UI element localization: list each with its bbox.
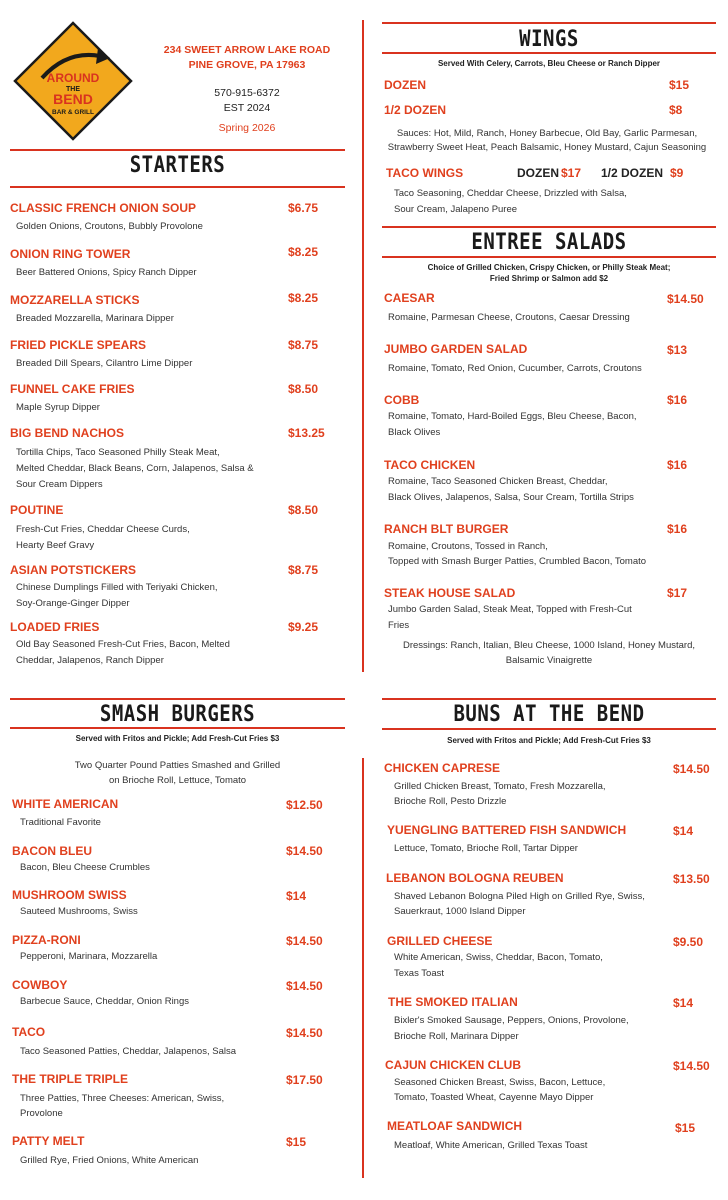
- burger-desc: Barbecue Sauce, Cheddar, Onion Rings: [20, 996, 189, 1007]
- burgers-title: SMASH BURGERS: [99, 701, 256, 727]
- burger-price: $14.50: [286, 1026, 323, 1040]
- bun-desc: Meatloaf, White American, Grilled Texas Toast: [394, 1140, 588, 1151]
- address-line-1: 234 SWEET ARROW LAKE ROAD: [163, 44, 331, 56]
- taco-wings-half-label: 1/2 DOZEN: [601, 166, 664, 180]
- starter-desc: Beer Battered Onions, Spicy Ranch Dipper: [16, 267, 197, 278]
- salad-desc: Black Olives: [388, 427, 441, 438]
- column-divider-bottom: [362, 758, 364, 1178]
- starter-desc: Tortilla Chips, Taco Seasoned Philly Steak Meat,: [16, 447, 220, 458]
- starter-desc: Breaded Dill Spears, Cilantro Lime Dipper: [16, 358, 193, 369]
- starter-desc: Fresh-Cut Fries, Cheddar Cheese Curds,: [16, 524, 190, 535]
- salads-subtitle-1: Choice of Grilled Chicken, Crispy Chicken, or Philly Steak Meat;: [427, 263, 671, 272]
- starter-name: ASIAN POTSTICKERS: [10, 563, 137, 577]
- wings-sauces-2: Strawberry Sweet Heat, Peach Balsamic, Honey Mustard, Cajun Seasoning: [387, 142, 707, 153]
- salads-subtitle-2: Fried Shrimp or Salmon add $2: [489, 274, 609, 283]
- starter-price: $6.75: [288, 201, 319, 215]
- bun-price: $14.50: [673, 762, 710, 776]
- burger-desc: Three Patties, Three Cheeses: American, Swiss,: [20, 1093, 225, 1104]
- buns-rule-bottom: [382, 728, 716, 730]
- bun-desc: Grilled Chicken Breast, Tomato, Fresh Mozzarella,: [394, 781, 606, 792]
- salad-name: JUMBO GARDEN SALAD: [384, 342, 528, 356]
- burger-name: WHITE AMERICAN: [12, 797, 119, 811]
- burger-desc: Pepperoni, Marinara, Mozzarella: [20, 951, 158, 962]
- burger-name: COWBOY: [12, 978, 68, 992]
- burgers-rule-bottom: [10, 727, 345, 729]
- starters-rule-bottom: [10, 186, 345, 188]
- wings-rule-top: [382, 22, 716, 24]
- bun-name: GRILLED CHEESE: [387, 934, 493, 948]
- bun-desc: Seasoned Chicken Breast, Swiss, Bacon, Lettuce,: [394, 1077, 606, 1088]
- salad-desc: Romaine, Tomato, Hard-Boiled Eggs, Bleu Cheese, Bacon,: [388, 411, 637, 422]
- address-line-2: PINE GROVE, PA 17963: [188, 59, 306, 71]
- starters-rule-top: [10, 149, 345, 151]
- bun-desc: Lettuce, Tomato, Brioche Roll, Tartar Dipper: [394, 843, 578, 854]
- burger-price: $14.50: [286, 934, 323, 948]
- wings-title: WINGS: [519, 26, 579, 52]
- bun-name: MEATLOAF SANDWICH: [387, 1119, 523, 1133]
- logo-line4: BAR & GRILL: [52, 109, 94, 116]
- burgers-intro-2: on Brioche Roll, Lettuce, Tomato: [108, 775, 247, 786]
- wings-half-name: 1/2 DOZEN: [384, 103, 447, 117]
- starter-name: ONION RING TOWER: [10, 247, 131, 261]
- salad-dressings-1: Dressings: Ranch, Italian, Bleu Cheese, 1000 Island, Honey Mustard,: [402, 640, 696, 651]
- logo-line1: AROUND: [46, 71, 100, 85]
- taco-wings-dozen-price: $17: [561, 166, 582, 180]
- bun-desc: Shaved Lebanon Bologna Piled High on Grilled Rye, Swiss,: [394, 891, 645, 902]
- salad-desc: Fries: [388, 620, 410, 631]
- burger-name: THE TRIPLE TRIPLE: [12, 1072, 129, 1086]
- bun-desc: Tomato, Toasted Wheat, Cayenne Mayo Dipper: [394, 1092, 594, 1103]
- bun-price: $9.50: [673, 935, 704, 949]
- starter-name: CLASSIC FRENCH ONION SOUP: [10, 201, 197, 215]
- established-year: EST 2024: [223, 102, 271, 114]
- salad-desc: Jumbo Garden Salad, Steak Meat, Topped with Fresh-Cut: [388, 604, 632, 615]
- salads-title: ENTREE SALADS: [471, 229, 627, 255]
- salads-rule-bottom: [382, 256, 716, 258]
- bun-desc: Sauerkraut, 1000 Island Dipper: [394, 906, 526, 917]
- bun-name: CHICKEN CAPRESE: [384, 761, 501, 775]
- salad-price: $16: [667, 458, 688, 472]
- burger-name: PATTY MELT: [12, 1134, 85, 1148]
- burger-desc: Grilled Rye, Fried Onions, White American: [20, 1155, 199, 1166]
- bun-price: $14: [673, 996, 694, 1010]
- bun-price: $14.50: [673, 1059, 710, 1073]
- wings-sauces-1: Sauces: Hot, Mild, Ranch, Honey Barbecue, Old Bay, Garlic Parmesan,: [396, 128, 698, 139]
- starter-desc: Hearty Beef Gravy: [16, 540, 95, 551]
- salad-desc: Black Olives, Jalapenos, Salsa, Sour Cream, Tortilla Strips: [388, 492, 634, 503]
- burger-price: $14.50: [286, 979, 323, 993]
- starter-name: MOZZARELLA STICKS: [10, 293, 140, 307]
- salad-name: RANCH BLT BURGER: [384, 522, 509, 536]
- burger-name: MUSHROOM SWISS: [12, 888, 127, 902]
- wings-dozen-price: $15: [669, 78, 690, 92]
- burger-price: $17.50: [286, 1073, 323, 1087]
- salad-price: $16: [667, 393, 688, 407]
- salad-dressings-2: Balsamic Vinaigrette: [505, 655, 593, 666]
- starter-price: $8.50: [288, 382, 319, 396]
- burger-desc: Traditional Favorite: [20, 817, 101, 828]
- burger-price: $15: [286, 1135, 307, 1149]
- bun-name: YUENGLING BATTERED FISH SANDWICH: [387, 823, 627, 837]
- burger-desc: Provolone: [20, 1108, 63, 1119]
- starter-price: $8.25: [288, 291, 319, 305]
- starter-price: $8.50: [288, 503, 319, 517]
- starter-name: POUTINE: [10, 503, 64, 517]
- starter-price: $8.75: [288, 338, 319, 352]
- starter-desc: Soy-Orange-Ginger Dipper: [16, 598, 130, 609]
- burger-price: $14: [286, 889, 307, 903]
- salad-name: TACO CHICKEN: [384, 458, 476, 472]
- burgers-intro-1: Two Quarter Pound Patties Smashed and Grilled: [74, 760, 281, 771]
- burger-name: TACO: [12, 1025, 46, 1039]
- buns-subtitle: Served with Fritos and Pickle; Add Fresh-Cut Fries $3: [447, 736, 651, 745]
- burger-desc: Taco Seasoned Patties, Cheddar, Jalapenos, Salsa: [20, 1046, 237, 1057]
- logo-line3: BEND: [53, 91, 93, 107]
- bun-name: CAJUN CHICKEN CLUB: [385, 1058, 522, 1072]
- bun-name: THE SMOKED ITALIAN: [388, 995, 518, 1009]
- bun-desc: Bixler's Smoked Sausage, Peppers, Onions, Provolone,: [394, 1015, 629, 1026]
- starter-desc: Maple Syrup Dipper: [16, 402, 100, 413]
- salad-desc: Romaine, Taco Seasoned Chicken Breast, Cheddar,: [388, 476, 608, 487]
- bun-price: $14: [673, 824, 694, 838]
- salad-desc: Romaine, Parmesan Cheese, Croutons, Caesar Dressing: [388, 312, 630, 323]
- phone-number: 570-915-6372: [214, 87, 280, 99]
- salad-price: $14.50: [667, 292, 704, 306]
- starter-desc: Old Bay Seasoned Fresh-Cut Fries, Bacon, Melted: [16, 639, 230, 650]
- menu-season: Spring 2026: [218, 122, 276, 134]
- starter-desc: Chinese Dumplings Filled with Teriyaki Chicken,: [16, 582, 218, 593]
- bun-desc: Brioche Roll, Marinara Dipper: [394, 1031, 519, 1042]
- wings-half-price: $8: [669, 103, 683, 117]
- burger-name: BACON BLEU: [12, 844, 92, 858]
- bun-desc: White American, Swiss, Cheddar, Bacon, Tomato,: [394, 952, 603, 963]
- column-divider-top: [362, 20, 364, 672]
- starter-desc: Breaded Mozzarella, Marinara Dipper: [16, 313, 174, 324]
- salad-name: CAESAR: [384, 291, 435, 305]
- starter-desc: Cheddar, Jalapenos, Ranch Dipper: [16, 655, 164, 666]
- buns-rule-top: [382, 698, 716, 700]
- starter-price: $8.25: [288, 245, 319, 259]
- starter-price: $8.75: [288, 563, 319, 577]
- burger-desc: Bacon, Bleu Cheese Crumbles: [20, 862, 150, 873]
- salad-name: COBB: [384, 393, 420, 407]
- salads-rule-top: [382, 226, 716, 228]
- bun-price: $15: [675, 1121, 696, 1135]
- starter-name: FRIED PICKLE SPEARS: [10, 338, 147, 352]
- burger-name: PIZZA-RONI: [12, 933, 81, 947]
- salad-desc: Romaine, Croutons, Tossed in Ranch,: [388, 541, 548, 552]
- salad-price: $16: [667, 522, 688, 536]
- salad-desc: Topped with Smash Burger Patties, Crumbled Bacon, Tomato: [388, 556, 647, 567]
- starter-desc: Sour Cream Dippers: [16, 479, 103, 490]
- burgers-rule-top: [10, 698, 345, 700]
- starter-name: BIG BEND NACHOS: [10, 426, 125, 440]
- taco-wings-name: TACO WINGS: [386, 166, 464, 180]
- bun-price: $13.50: [673, 872, 710, 886]
- restaurant-logo: [12, 20, 134, 142]
- burger-desc: Sauteed Mushrooms, Swiss: [20, 906, 138, 917]
- bun-desc: Brioche Roll, Pesto Drizzle: [394, 796, 507, 807]
- wings-subtitle: Served With Celery, Carrots, Bleu Cheese or Ranch Dipper: [437, 59, 661, 68]
- logo-line2: THE: [66, 86, 80, 93]
- bun-desc: Texas Toast: [394, 968, 444, 979]
- salad-name: STEAK HOUSE SALAD: [384, 586, 516, 600]
- starter-name: FUNNEL CAKE FRIES: [10, 382, 135, 396]
- starters-title: STARTERS: [129, 152, 226, 178]
- burger-price: $12.50: [286, 798, 323, 812]
- starter-price: $9.25: [288, 620, 319, 634]
- starter-name: LOADED FRIES: [10, 620, 100, 634]
- taco-wings-desc: Sour Cream, Jalapeno Puree: [394, 204, 518, 215]
- wings-dozen-name: DOZEN: [384, 78, 426, 92]
- taco-wings-dozen-label: DOZEN: [517, 166, 559, 180]
- salad-price: $17: [667, 586, 688, 600]
- wings-rule-bottom: [382, 52, 716, 54]
- buns-title: BUNS AT THE BEND: [453, 701, 645, 727]
- burgers-subtitle: Served with Fritos and Pickle; Add Fresh-Cut Fries $3: [75, 734, 280, 743]
- bun-name: LEBANON BOLOGNA REUBEN: [386, 871, 564, 885]
- salad-price: $13: [667, 343, 688, 357]
- starter-price: $13.25: [288, 426, 325, 440]
- burger-price: $14.50: [286, 844, 323, 858]
- salad-desc: Romaine, Tomato, Red Onion, Cucumber, Carrots, Croutons: [388, 363, 642, 374]
- taco-wings-half-price: $9: [670, 166, 684, 180]
- starter-desc: Melted Cheddar, Black Beans, Corn, Jalapenos, Salsa &: [16, 463, 254, 474]
- taco-wings-desc: Taco Seasoning, Cheddar Cheese, Drizzled with Salsa,: [394, 188, 627, 199]
- starter-desc: Golden Onions, Croutons, Bubbly Provolone: [16, 221, 203, 232]
